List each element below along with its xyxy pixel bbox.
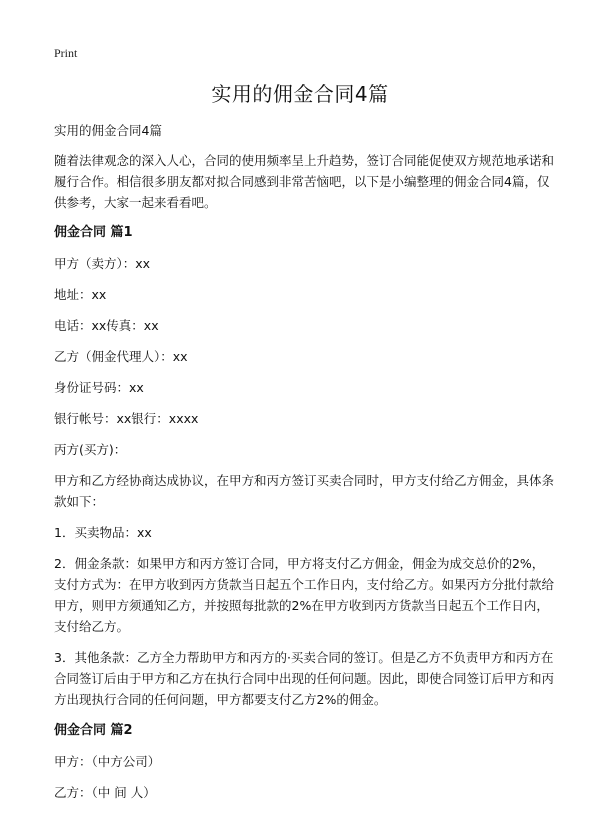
document-subtitle: 实用的佣金合同4篇 bbox=[54, 123, 162, 138]
document-title: 实用的佣金合同4篇 bbox=[211, 82, 389, 106]
phone-fax-field: 电话：xx传真：xx bbox=[54, 318, 159, 333]
party-a-field: 甲方：（中方公司） bbox=[54, 754, 161, 769]
section-heading-1: 佣金合同 篇1 bbox=[54, 225, 133, 240]
document-body bbox=[54, 120, 554, 813]
clause-2: 2．佣金条款：如果甲方和丙方签订合同，甲方将支付乙方佣金，佣金为成交总价的2%，支付方式为：在甲方收到丙方货款当日起五个工作日内，支付给乙方。如果丙方分批付款给甲方，则甲方须通知乙方，并按照每批款的2%在甲方收到丙方货款当日起五个工作日内，支付给乙方。 bbox=[54, 556, 555, 634]
party-b-field: 乙方：（中 间 人） bbox=[54, 785, 156, 800]
seller-field: 甲方（卖方）：xx bbox=[54, 256, 151, 271]
print-link[interactable]: Print bbox=[54, 46, 78, 60]
agent-field: 乙方（佣金代理人）：xx bbox=[54, 349, 188, 364]
agreement-paragraph: 甲方和乙方经协商达成协议，在甲方和丙方签订买卖合同时，甲方支付给乙方佣金，具体条款如下： bbox=[54, 473, 555, 509]
address-field: 地址：xx bbox=[54, 287, 107, 302]
bank-field: 银行帐号：xx银行：xxxx bbox=[54, 411, 199, 426]
clause-3: 3．其他条款：乙方全力帮助甲方和丙方的·买卖合同的签订。但是乙方不负责甲方和丙方在合同签订后由于甲方和乙方在执行合同中出现的任何问题。因此，即使合同签订后甲方和丙方出现执行合同的任何问题，甲方都要支付乙方2%的佣金。 bbox=[54, 650, 555, 707]
clause-1: 1．买卖物品：xx bbox=[54, 525, 152, 540]
buyer-field: 丙方(买方)： bbox=[54, 442, 127, 457]
intro-paragraph: 随着法律观念的深入人心，合同的使用频率呈上升趋势，签订合同能促使双方规范地承诺和履行合作。相信很多朋友都对拟合同感到非常苦恼吧，以下是小编整理的佣金合同4篇，仅供参考，大家一起来看看吧。 bbox=[54, 153, 555, 210]
section-heading-2: 佣金合同 篇2 bbox=[54, 723, 133, 738]
id-number-field: 身份证号码：xx bbox=[54, 380, 144, 395]
